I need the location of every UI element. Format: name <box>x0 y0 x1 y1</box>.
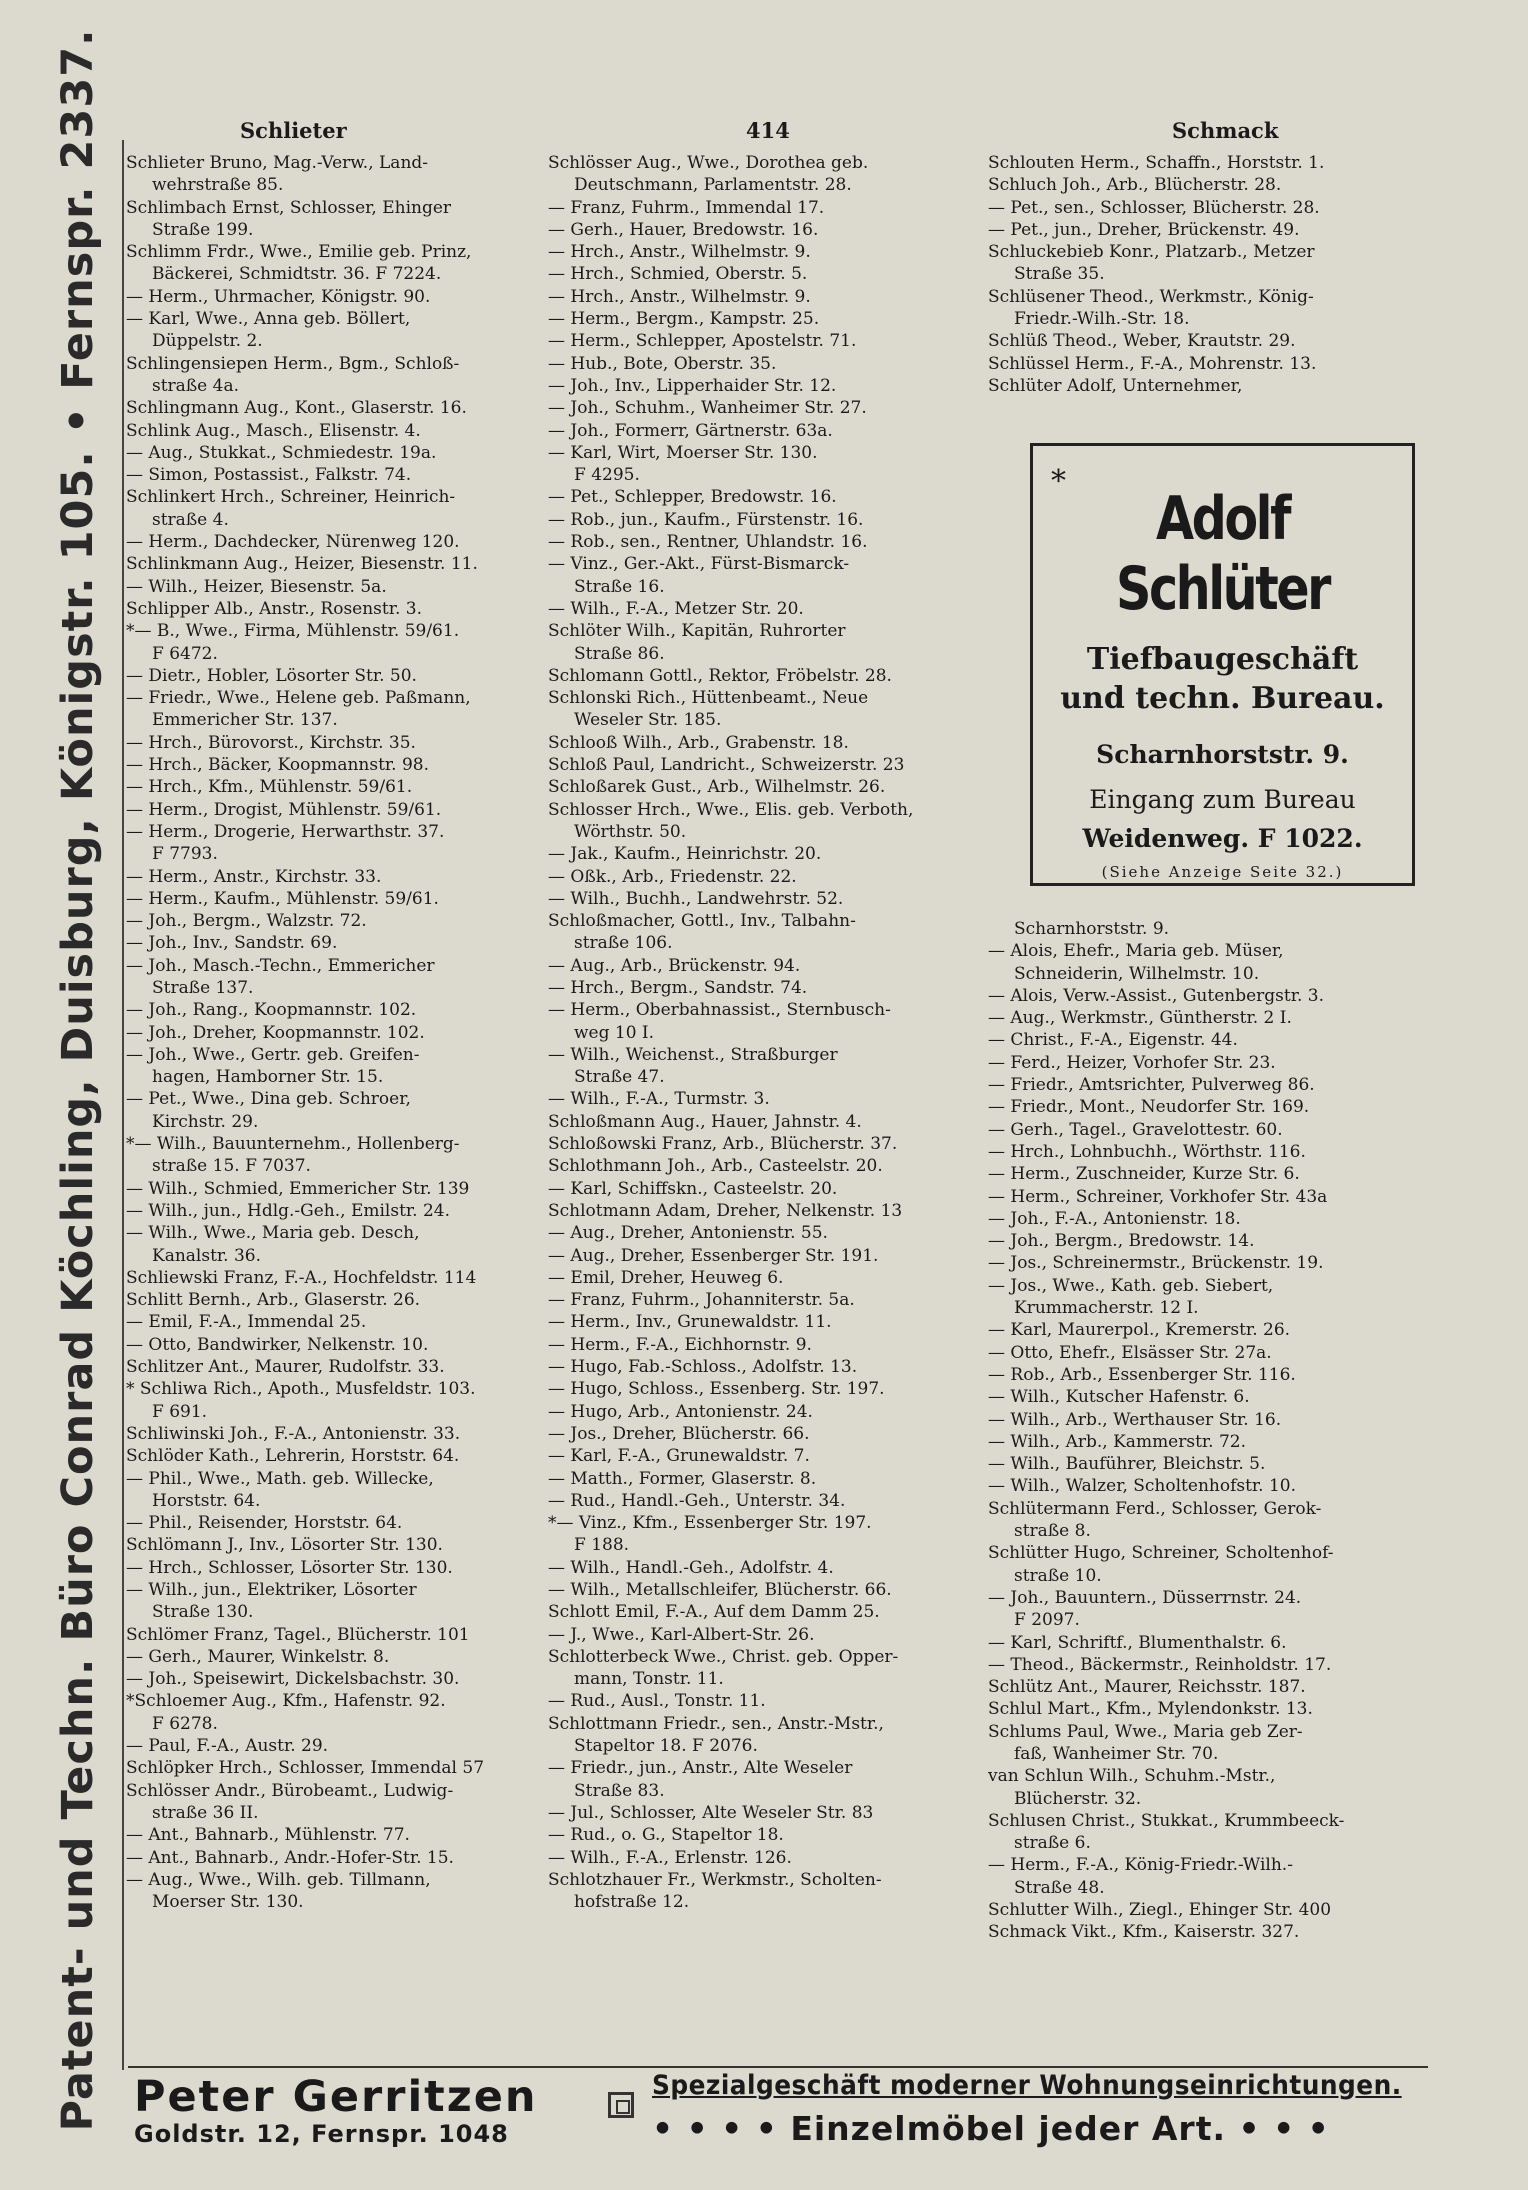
directory-entry: *— Vinz., Kfm., Essenberger Str. 197. <box>548 1513 872 1534</box>
directory-entry: Weseler Str. 185. <box>574 710 722 731</box>
directory-entry: F 6278. <box>152 1713 218 1734</box>
directory-entry: — Wilh., Arb., Werthauser Str. 16. <box>988 1409 1282 1430</box>
directory-entry: Schlotterbeck Wwe., Christ. geb. Opper- <box>548 1646 899 1667</box>
directory-entry: — Franz, Fuhrm., Immendal 17. <box>548 197 825 218</box>
directory-entry: — Herm., Zuschneider, Kurze Str. 6. <box>988 1164 1300 1185</box>
directory-entry: — Wilh., jun., Hdlg.-Geh., Emilstr. 24. <box>126 1200 451 1221</box>
directory-entry: Schlöpker Hrch., Schlosser, Immendal 57 <box>126 1758 485 1779</box>
directory-entry: — Wilh., Kutscher Hafenstr. 6. <box>988 1387 1250 1408</box>
directory-entry: — Pet., Schlepper, Bredowstr. 16. <box>548 487 837 508</box>
directory-entry: — Joh., F.-A., Antonienstr. 18. <box>988 1208 1241 1229</box>
directory-entry: Schloßmann Aug., Hauer, Jahnstr. 4. <box>548 1111 862 1132</box>
directory-entry: — Wilh., Buchh., Landwehrstr. 52. <box>548 888 844 909</box>
directory-entry: — Hugo, Fab.-Schloss., Adolfstr. 13. <box>548 1357 858 1378</box>
directory-entry: Schlotmann Adam, Dreher, Nelkenstr. 13 <box>548 1200 903 1221</box>
directory-entry: van Schlun Wilh., Schuhm.-Mstr., <box>988 1766 1276 1787</box>
directory-entry: — Joh., Dreher, Koopmannstr. 102. <box>126 1022 425 1043</box>
directory-entry: Schlüter Adolf, Unternehmer, <box>988 375 1243 396</box>
directory-entry: straße 106. <box>574 933 673 954</box>
directory-entry: Schliewski Franz, F.-A., Hochfeldstr. 114 <box>126 1267 477 1288</box>
directory-entry: — Karl, Wirt, Moerser Str. 130. <box>548 442 818 463</box>
directory-entry: — Wilh., F.-A., Metzer Str. 20. <box>548 598 804 619</box>
directory-entry: — Hrch., Schmied, Oberstr. 5. <box>548 264 808 285</box>
directory-entry: mann, Tonstr. 11. <box>574 1669 724 1690</box>
directory-entry: — Jos., Wwe., Kath. geb. Siebert, <box>988 1275 1274 1296</box>
directory-entry: * Schliwa Rich., Apoth., Musfeldstr. 103. <box>126 1379 476 1400</box>
directory-entry: — Ant., Bahnarb., Andr.-Hofer-Str. 15. <box>126 1847 454 1868</box>
directory-entry: — Alois, Verw.-Assist., Gutenbergstr. 3. <box>988 985 1324 1006</box>
directory-entry: Straße 199. <box>152 219 254 240</box>
directory-entry: — Hub., Bote, Oberstr. 35. <box>548 353 777 374</box>
directory-entry: — Wilh., F.-A., Turmstr. 3. <box>548 1089 770 1110</box>
directory-entry: Schlinkert Hrch., Schreiner, Heinrich- <box>126 487 456 508</box>
directory-entry: — Herm., F.-A., Eichhornstr. 9. <box>548 1334 812 1355</box>
directory-entry: Straße 35. <box>1014 264 1105 285</box>
column-3-top <box>988 152 1448 397</box>
directory-entry: — Joh., Speisewirt, Dickelsbachstr. 30. <box>126 1669 460 1690</box>
directory-entry: — Joh., Formerr, Gärtnerstr. 63a. <box>548 420 833 441</box>
directory-entry: — Jos., Dreher, Blücherstr. 66. <box>548 1423 810 1444</box>
directory-entry: — Christ., F.-A., Eigenstr. 44. <box>988 1030 1238 1051</box>
directory-entry: — Joh., Masch.-Techn., Emmericher <box>126 955 435 976</box>
directory-entry: — Hrch., Anstr., Wilhelmstr. 9. <box>548 242 811 263</box>
directory-entry: straße 15. F 7037. <box>152 1156 311 1177</box>
directory-entry: — Joh., Wwe., Gertr. geb. Greifen- <box>126 1044 420 1065</box>
directory-entry: wehrstraße 85. <box>152 175 284 196</box>
directory-entry: — Hugo, Schloss., Essenberg. Str. 197. <box>548 1379 885 1400</box>
directory-entry: Emmericher Str. 137. <box>152 710 338 731</box>
directory-entry: Schloß Paul, Landricht., Schweizerstr. 23 <box>548 755 905 776</box>
directory-entry: F 7793. <box>152 844 218 865</box>
directory-entry: F 4295. <box>574 465 640 486</box>
directory-entry: — Herm., Schlepper, Apostelstr. 71. <box>548 331 857 352</box>
directory-entry: Schlothmann Joh., Arb., Casteelstr. 20. <box>548 1156 883 1177</box>
directory-entry: Schmack Vikt., Kfm., Kaiserstr. 327. <box>988 1922 1300 1943</box>
directory-entry: Schlüß Theod., Weber, Krautstr. 29. <box>988 331 1296 352</box>
directory-entry: Schlösser Andr., Bürobeamt., Ludwig- <box>126 1780 454 1801</box>
directory-entry: Schlieter Bruno, Mag.-Verw., Land- <box>126 153 429 173</box>
directory-entry: F 2097. <box>1014 1610 1080 1631</box>
directory-entry: — Theod., Bäckermstr., Reinholdstr. 17. <box>988 1654 1332 1675</box>
ad-reference: (Siehe Anzeige Seite 32.) <box>1101 863 1344 881</box>
directory-entry: — Friedr., Amtsrichter, Pulverweg 86. <box>988 1075 1315 1096</box>
header-right: Schmack <box>1172 118 1279 143</box>
directory-entry: Schlütter Hugo, Schreiner, Scholtenhof- <box>988 1543 1334 1564</box>
directory-entry: Straße 47. <box>574 1067 665 1088</box>
directory-entry: — Karl, Wwe., Anna geb. Böllert, <box>126 309 411 330</box>
directory-entry: — Joh., Bergm., Bredowstr. 14. <box>988 1231 1255 1252</box>
advertisement-box <box>1030 443 1415 886</box>
directory-entry: Blücherstr. 32. <box>1014 1788 1142 1809</box>
directory-entry: — Wilh., jun., Elektriker, Lösorter <box>126 1580 417 1600</box>
directory-entry: — Herm., Oberbahnassist., Sternbusch- <box>548 1000 891 1021</box>
directory-entry: F 691. <box>152 1401 208 1422</box>
footer-rule <box>128 2066 1428 2068</box>
directory-entry: — Dietr., Hobler, Lösorter Str. 50. <box>126 665 417 686</box>
directory-entry: Schlott Emil, F.-A., Auf dem Damm 25. <box>548 1602 880 1623</box>
directory-entry: — Friedr., Wwe., Helene geb. Paßmann, <box>126 688 471 709</box>
directory-entry: Schloßmacher, Gottl., Inv., Talbahn- <box>548 911 856 932</box>
directory-entry: — Aug., Dreher, Antonienstr. 55. <box>548 1223 828 1244</box>
directory-entry: Scharnhorststr. 9. <box>1014 919 1170 939</box>
ad-company-name: Adolf Schlüter <box>1116 484 1329 624</box>
directory-entry: straße 6. <box>1014 1833 1091 1854</box>
directory-entry: Friedr.-Wilh.-Str. 18. <box>1014 309 1190 330</box>
directory-entry: Schliwinski Joh., F.-A., Antonienstr. 33. <box>126 1423 461 1444</box>
directory-entry: straße 4. <box>152 509 229 530</box>
directory-entry: — Otto, Bandwirker, Nelkenstr. 10. <box>126 1334 429 1355</box>
directory-entry: Schluch Joh., Arb., Blücherstr. 28. <box>988 175 1282 196</box>
directory-entry: Schlipper Alb., Anstr., Rosenstr. 3. <box>126 598 423 619</box>
directory-entry: Straße 86. <box>574 643 665 664</box>
side-advertisement-text: Patent- und Techn. Büro Conrad Köchling, Duisburg, Königstr. 105. • Fernspr. 2337. <box>53 28 103 2132</box>
directory-entry: Schlöter Wilh., Kapitän, Ruhrorter <box>548 621 846 642</box>
directory-entry: — Herm., Dachdecker, Nürenweg 120. <box>126 532 460 553</box>
directory-entry: — Joh., Inv., Sandstr. 69. <box>126 933 338 954</box>
directory-entry: — Aug., Wwe., Wilh. geb. Tillmann, <box>126 1869 431 1890</box>
directory-entry: — Simon, Postassist., Falkstr. 74. <box>126 465 412 486</box>
directory-entry: — Gerh., Tagel., Gravelottestr. 60. <box>988 1119 1283 1140</box>
directory-entry: — Jos., Schreinermstr., Brückenstr. 19. <box>988 1253 1324 1274</box>
footer-slogan <box>652 2070 1467 2148</box>
directory-entry: — Aug., Dreher, Essenberger Str. 191. <box>548 1245 879 1266</box>
directory-entry: — Wilh., Weichenst., Straßburger <box>548 1044 838 1065</box>
directory-entry: Bäckerei, Schmidtstr. 36. F 7224. <box>152 264 442 285</box>
page-number: 414 <box>746 118 790 143</box>
footer-ornament-icon <box>608 2092 634 2118</box>
directory-entry: — Matth., Former, Glaserstr. 8. <box>548 1468 817 1489</box>
directory-entry: — Pet., sen., Schlosser, Blücherstr. 28. <box>988 197 1320 218</box>
directory-entry: — J., Wwe., Karl-Albert-Str. 26. <box>548 1624 815 1645</box>
directory-entry: Schlums Paul, Wwe., Maria geb Zer- <box>988 1721 1303 1742</box>
directory-entry: — Wilh., Wwe., Maria geb. Desch, <box>126 1223 420 1244</box>
directory-entry: Straße 48. <box>1014 1877 1105 1898</box>
header-left: Schlieter <box>240 118 347 143</box>
directory-entry: — Franz, Fuhrm., Johanniterstr. 5a. <box>548 1290 855 1311</box>
ad-entrance-street: Weidenweg. F 1022. <box>1082 824 1363 853</box>
directory-entry: — Herm., Kaufm., Mühlenstr. 59/61. <box>126 888 439 909</box>
directory-entry: — Herm., Uhrmacher, Königstr. 90. <box>126 286 431 307</box>
directory-entry: — Alois, Ehefr., Maria geb. Müser, <box>988 941 1284 962</box>
ad-star: * <box>1051 464 1066 499</box>
directory-entry: — Herm., Drogerie, Herwarthstr. 37. <box>126 821 445 842</box>
column-2 <box>548 152 976 1913</box>
directory-entry: — Wilh., F.-A., Erlenstr. 126. <box>548 1847 792 1868</box>
directory-entry: — Herm., Anstr., Kirchstr. 33. <box>126 866 382 887</box>
directory-entry: — Joh., Inv., Lipperhaider Str. 12. <box>548 375 837 396</box>
directory-entry: — Friedr., jun., Anstr., Alte Weseler <box>548 1758 853 1779</box>
ad-entrance: Eingang zum Bureau <box>1089 785 1356 814</box>
directory-entry: Straße 137. <box>152 977 254 998</box>
directory-entry: — Gerh., Maurer, Winkelstr. 8. <box>126 1646 390 1667</box>
directory-entry: Stapeltor 18. F 2076. <box>574 1736 758 1757</box>
directory-entry: Schlutter Wilh., Ziegl., Ehinger Str. 400 <box>988 1900 1332 1921</box>
directory-entry: — Wilh., Schmied, Emmericher Str. 139 <box>126 1178 470 1199</box>
directory-entry: straße 4a. <box>152 375 239 396</box>
ad-line-1: Tiefbaugeschäft <box>1086 642 1359 677</box>
directory-entry: — Gerh., Hauer, Bredowstr. 16. <box>548 219 819 240</box>
directory-entry: Schlütz Ant., Maurer, Reichsstr. 187. <box>988 1677 1306 1698</box>
directory-entry: straße 10. <box>1014 1565 1102 1586</box>
directory-entry: — Wilh., Heizer, Biesenstr. 5a. <box>126 576 387 597</box>
footer-advertiser-address: Goldstr. 12, Fernspr. 1048 <box>134 2120 509 2148</box>
directory-entry: — Karl, F.-A., Grunewaldstr. 7. <box>548 1446 810 1467</box>
directory-entry: — Hrch., Anstr., Wilhelmstr. 9. <box>548 286 811 307</box>
directory-entry: Schlotzhauer Fr., Werkmstr., Scholten- <box>548 1869 882 1890</box>
directory-entry: — Hrch., Bäcker, Koopmannstr. 98. <box>126 755 430 776</box>
directory-entry: Kirchstr. 29. <box>152 1111 259 1132</box>
directory-entry: Schlul Mart., Kfm., Mylendonkstr. 13. <box>988 1699 1313 1720</box>
directory-entry: Schlinkmann Aug., Heizer, Biesenstr. 11. <box>126 554 478 575</box>
directory-entry: Schloßarek Gust., Arb., Wilhelmstr. 26. <box>548 777 886 798</box>
directory-entry: — Herm., Schreiner, Vorkhofer Str. 43a <box>988 1186 1328 1207</box>
directory-entry: — Vinz., Ger.-Akt., Fürst-Bismarck- <box>548 554 850 575</box>
directory-entry: F 188. <box>574 1535 630 1556</box>
directory-entry: Schlimm Frdr., Wwe., Emilie geb. Prinz, <box>126 242 472 263</box>
directory-entry: — Emil, F.-A., Immendal 25. <box>126 1312 367 1333</box>
directory-entry: — Paul, F.-A., Austr. 29. <box>126 1736 329 1757</box>
directory-entry: hagen, Hamborner Str. 15. <box>152 1067 384 1088</box>
directory-entry: — Phil., Wwe., Math. geb. Willecke, <box>126 1468 434 1489</box>
directory-entry: — Rud., Ausl., Tonstr. 11. <box>548 1691 766 1712</box>
directory-entry: — Rud., Handl.-Geh., Unterstr. 34. <box>548 1490 846 1511</box>
directory-entry: — Wilh., Walzer, Scholtenhofstr. 10. <box>988 1476 1297 1497</box>
directory-entry: Schlömann J., Inv., Lösorter Str. 130. <box>126 1535 443 1556</box>
directory-entry: — Karl, Schriftf., Blumenthalstr. 6. <box>988 1632 1287 1653</box>
directory-entry: Schlink Aug., Masch., Elisenstr. 4. <box>126 420 421 441</box>
directory-entry: Krummacherstr. 12 I. <box>1014 1298 1199 1319</box>
directory-entry: — Jak., Kaufm., Heinrichstr. 20. <box>548 844 822 865</box>
footer-slogan-bottom: • • • • Einzelmöbel jeder Art. • • • <box>652 2109 1330 2148</box>
directory-entry: Kanalstr. 36. <box>152 1245 262 1266</box>
directory-entry: Schneiderin, Wilhelmstr. 10. <box>1014 963 1260 984</box>
directory-entry: straße 8. <box>1014 1521 1091 1542</box>
directory-entry: weg 10 I. <box>574 1022 655 1043</box>
directory-entry: Schlitt Bernh., Arb., Glaserstr. 26. <box>126 1290 421 1311</box>
directory-entry: — Wilh., Handl.-Geh., Adolfstr. 4. <box>548 1557 834 1578</box>
directory-entry: — Emil, Dreher, Heuweg 6. <box>548 1267 784 1288</box>
directory-entry: Deutschmann, Parlamentstr. 28. <box>574 175 852 196</box>
directory-entry: hofstraße 12. <box>574 1892 690 1913</box>
directory-entry: Schlömer Franz, Tagel., Blücherstr. 101 <box>126 1624 470 1645</box>
directory-entry: — Hrch., Bürovorst., Kirchstr. 35. <box>126 732 416 753</box>
column-1 <box>126 152 546 1913</box>
directory-entry: Schloßowski Franz, Arb., Blücherstr. 37. <box>548 1134 898 1155</box>
directory-entry: — Phil., Reisender, Horststr. 64. <box>126 1513 403 1534</box>
directory-entry: — Rob., Arb., Essenberger Str. 116. <box>988 1364 1296 1385</box>
directory-entry: Düppelstr. 2. <box>152 331 263 352</box>
footer-advertiser-name: Peter Gerritzen <box>134 2072 538 2122</box>
directory-entry: — Herm., Inv., Grunewaldstr. 11. <box>548 1312 832 1333</box>
directory-entry: Schlouten Herm., Schaffn., Horststr. 1. <box>988 153 1325 173</box>
directory-entry: Schlösser Aug., Wwe., Dorothea geb. <box>548 153 869 173</box>
directory-entry: Schlingmann Aug., Kont., Glaserstr. 16. <box>126 398 467 419</box>
directory-entry: — Rob., jun., Kaufm., Fürstenstr. 16. <box>548 509 864 530</box>
directory-entry: F 6472. <box>152 643 218 664</box>
footer-slogan-top: Spezialgeschäft moderner Wohnungseinrichtungen. <box>652 2070 1402 2101</box>
directory-entry: — Hugo, Arb., Antonienstr. 24. <box>548 1401 813 1422</box>
directory-entry: — Wilh., Bauführer, Bleichstr. 5. <box>988 1454 1266 1475</box>
vertical-rule <box>122 140 124 2070</box>
directory-entry: Schlonski Rich., Hüttenbeamt., Neue <box>548 688 869 709</box>
directory-entry: — Karl, Maurerpol., Kremerstr. 26. <box>988 1320 1291 1341</box>
directory-entry: Schlomann Gottl., Rektor, Fröbelstr. 28. <box>548 665 892 686</box>
directory-entry: — Joh., Bergm., Walzstr. 72. <box>126 911 367 932</box>
directory-entry: — Herm., F.-A., König-Friedr.-Wilh.- <box>988 1855 1293 1876</box>
directory-entry: — Wilh., Metallschleifer, Blücherstr. 66. <box>548 1580 892 1600</box>
directory-entry: Moerser Str. 130. <box>152 1892 304 1913</box>
directory-entry: — Otto, Ehefr., Elsässer Str. 27a. <box>988 1342 1272 1363</box>
directory-entry: — Joh., Rang., Koopmannstr. 102. <box>126 1000 417 1021</box>
directory-entry: Straße 130. <box>152 1602 254 1623</box>
directory-entry: Straße 83. <box>574 1780 665 1801</box>
directory-entry: straße 36 II. <box>152 1802 259 1823</box>
directory-entry: Schluckebieb Konr., Platzarb., Metzer <box>988 242 1315 263</box>
directory-entry: faß, Wanheimer Str. 70. <box>1014 1743 1219 1764</box>
directory-entry: — Pet., Wwe., Dina geb. Schroer, <box>126 1089 411 1110</box>
directory-entry: Schlöder Kath., Lehrerin, Horststr. 64. <box>126 1446 460 1467</box>
directory-entry: Schlüssel Herm., F.-A., Mohrenstr. 13. <box>988 353 1317 374</box>
directory-entry: — Pet., jun., Dreher, Brückenstr. 49. <box>988 219 1300 240</box>
directory-entry: — Oßk., Arb., Friedenstr. 22. <box>548 866 797 887</box>
directory-entry: Schlingensiepen Herm., Bgm., Schloß- <box>126 353 460 374</box>
directory-entry: Schlosser Hrch., Wwe., Elis. geb. Verboth, <box>548 799 914 820</box>
ad-line-2: und techn. Bureau. <box>1060 681 1385 716</box>
directory-entry: — Aug., Arb., Brückenstr. 94. <box>548 955 801 976</box>
footer-advertiser <box>134 2072 538 2148</box>
directory-entry: Schlüsener Theod., Werkmstr., König- <box>988 286 1314 307</box>
directory-entry: — Joh., Bauuntern., Düsserrnstr. 24. <box>988 1587 1302 1608</box>
directory-entry: — Jul., Schlosser, Alte Weseler Str. 83 <box>548 1802 874 1823</box>
directory-entry: Wörthstr. 50. <box>574 821 687 842</box>
directory-entry: — Herm., Bergm., Kampstr. 25. <box>548 309 820 330</box>
directory-entry: — Joh., Schuhm., Wanheimer Str. 27. <box>548 398 867 419</box>
column-3-bottom <box>988 918 1448 1944</box>
directory-entry: Schlusen Christ., Stukkat., Krummbeeck- <box>988 1810 1345 1831</box>
directory-entry: *— B., Wwe., Firma, Mühlenstr. 59/61. <box>126 621 460 642</box>
directory-entry: *— Wilh., Bauunternehm., Hollenberg- <box>126 1134 460 1155</box>
directory-entry: — Hrch., Kfm., Mühlenstr. 59/61. <box>126 777 413 798</box>
directory-entry: — Hrch., Lohnbuchh., Wörthstr. 116. <box>988 1141 1306 1162</box>
directory-entry: *Schloemer Aug., Kfm., Hafenstr. 92. <box>126 1691 446 1712</box>
directory-entry: — Rud., o. G., Stapeltor 18. <box>548 1825 784 1846</box>
directory-entry: Horststr. 64. <box>152 1490 261 1511</box>
directory-entry: — Ferd., Heizer, Vorhofer Str. 23. <box>988 1052 1276 1073</box>
directory-entry: Schlimbach Ernst, Schlosser, Ehinger <box>126 197 452 218</box>
directory-entry: — Ant., Bahnarb., Mühlenstr. 77. <box>126 1825 410 1846</box>
directory-entry: Schlottmann Friedr., sen., Anstr.-Mstr., <box>548 1713 884 1734</box>
directory-entry: — Karl, Schiffskn., Casteelstr. 20. <box>548 1178 838 1199</box>
directory-entry: Straße 16. <box>574 576 665 597</box>
directory-entry: — Aug., Stukkat., Schmiedestr. 19a. <box>126 442 437 463</box>
directory-entry: — Friedr., Mont., Neudorfer Str. 169. <box>988 1097 1310 1118</box>
directory-entry: — Hrch., Bergm., Sandstr. 74. <box>548 977 808 998</box>
side-advertisement <box>28 28 128 2132</box>
directory-entry: — Rob., sen., Rentner, Uhlandstr. 16. <box>548 532 868 553</box>
directory-entry: Schlooß Wilh., Arb., Grabenstr. 18. <box>548 732 849 753</box>
directory-entry: Schlütermann Ferd., Schlosser, Gerok- <box>988 1498 1322 1519</box>
directory-entry: — Aug., Werkmstr., Güntherstr. 2 I. <box>988 1008 1292 1029</box>
ad-address: Scharnhorststr. 9. <box>1096 740 1349 769</box>
directory-entry: Schlitzer Ant., Maurer, Rudolfstr. 33. <box>126 1357 445 1378</box>
directory-entry: — Wilh., Arb., Kammerstr. 72. <box>988 1431 1247 1452</box>
directory-entry: — Hrch., Schlosser, Lösorter Str. 130. <box>126 1557 453 1578</box>
directory-entry: — Herm., Drogist, Mühlenstr. 59/61. <box>126 799 442 820</box>
